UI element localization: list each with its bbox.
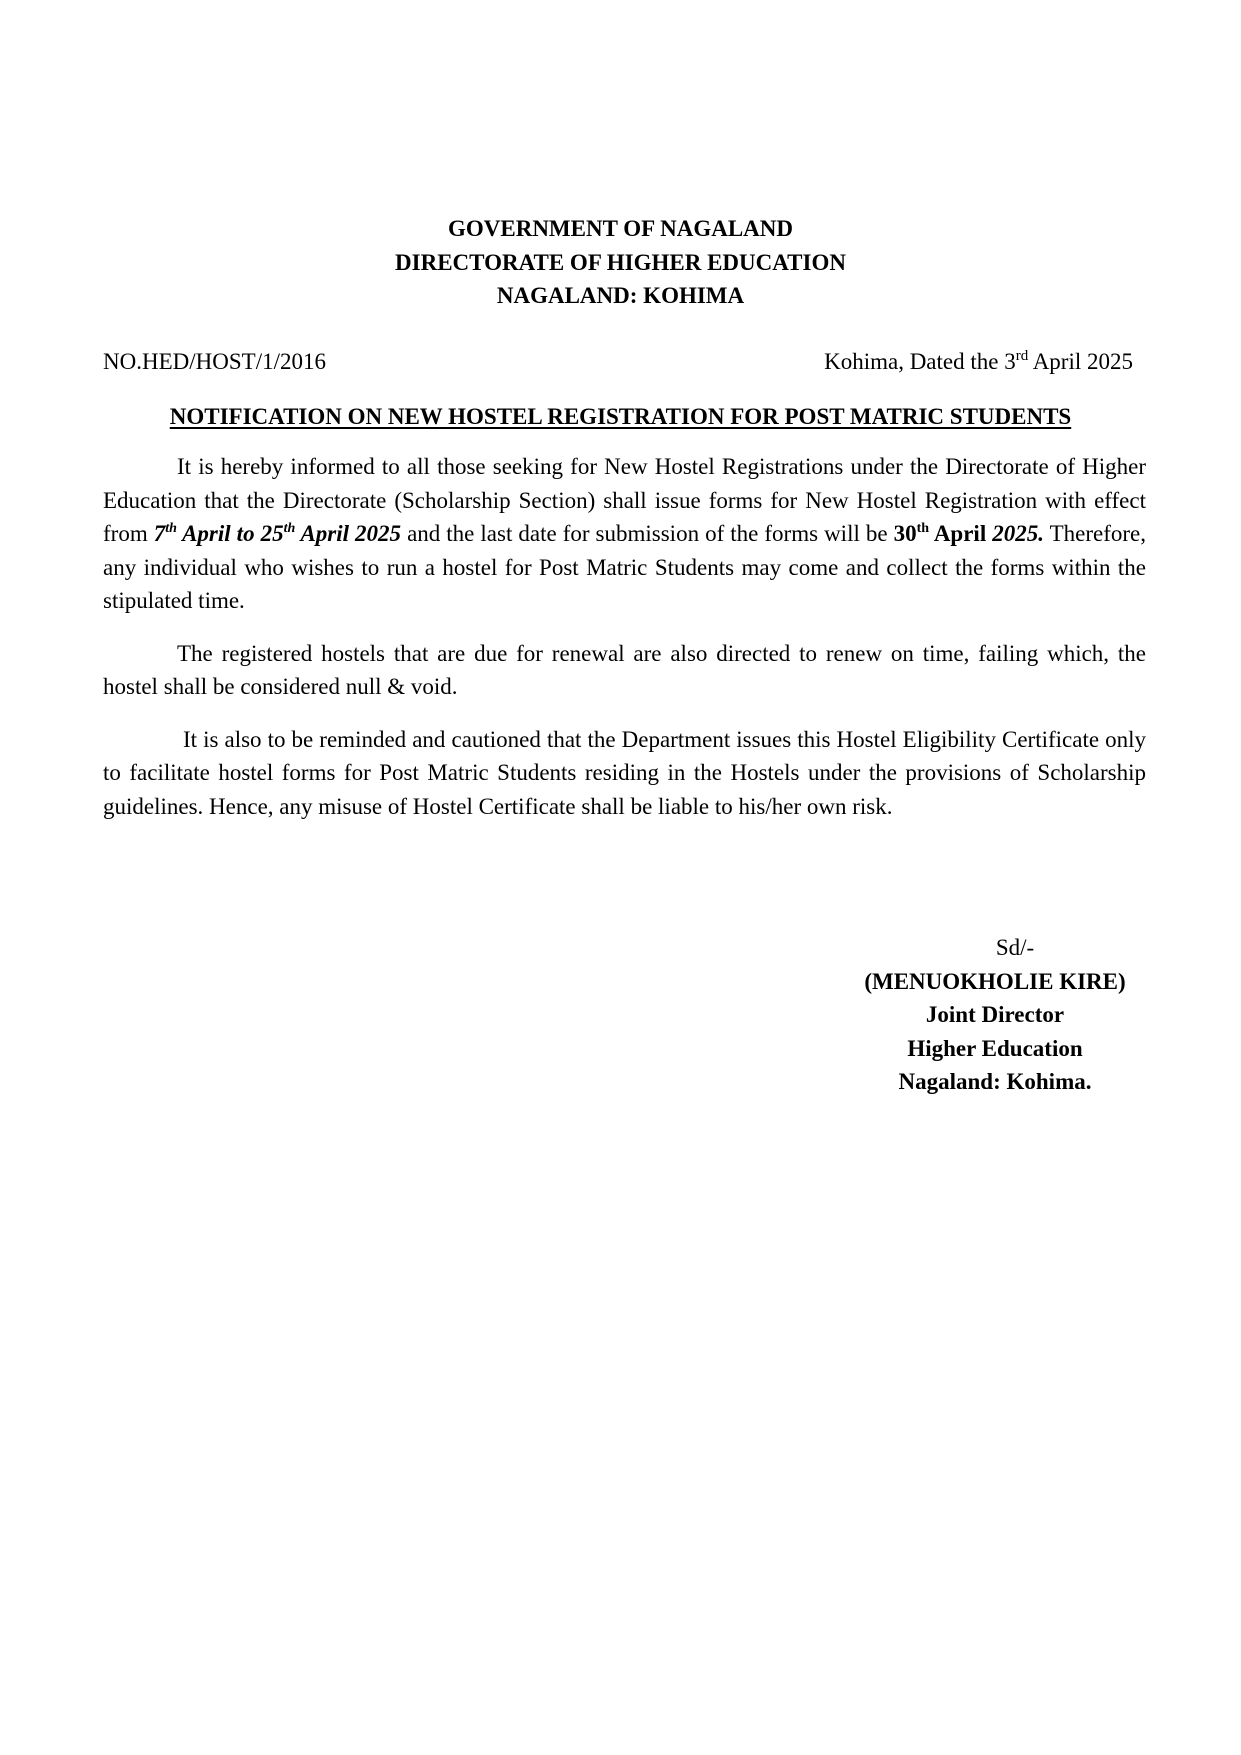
last-date-month: April xyxy=(929,521,993,546)
paragraph-registration xyxy=(103,450,1146,618)
letterhead-government: GOVERNMENT OF NAGALAND xyxy=(447,216,793,241)
date-from-rest: April to 25 xyxy=(176,521,284,546)
date-to-ordinal: th xyxy=(283,521,296,536)
signatory-name: (MENUOKHOLIE KIRE) xyxy=(864,968,1126,994)
letterhead xyxy=(0,212,1241,313)
last-date-year: 2025. xyxy=(992,521,1044,546)
last-date-ordinal: th xyxy=(916,521,930,536)
signature-sd: Sd/- xyxy=(995,935,1035,960)
issue-date-suffix: April 2025 xyxy=(1028,349,1133,374)
issue-date-ordinal: rd xyxy=(1015,348,1029,364)
signatory-designation: Joint Director xyxy=(925,1002,1065,1027)
paragraph-renewal: The registered hostels that are due for renewal are also directed to renew on time, failing which, the hostel shall be considered null & void. xyxy=(103,640,1146,699)
issue-date-prefix: Kohima, Dated the 3 xyxy=(824,349,1016,374)
paragraph-registration-text-a: It is hereby informed to all those seeking for New Hostel Registrations under the Directorate of Higher Education that the Directorate (Scholarship Section) shall issue forms for New Hostel Registration with effect from xyxy=(103,454,1146,546)
issue-date xyxy=(824,345,1133,378)
last-date-day: 30 xyxy=(893,521,917,546)
letterhead-location: NAGALAND: KOHIMA xyxy=(496,283,745,308)
paragraph-registration-text-b: and the last date for submission of the forms will be xyxy=(401,521,894,546)
registration-period xyxy=(154,521,401,546)
date-from-ordinal: th xyxy=(165,521,177,536)
signatory-department: Higher Education xyxy=(907,1035,1083,1061)
date-to-rest: April 2025 xyxy=(295,521,402,546)
last-date xyxy=(894,521,1044,546)
date-from-day: 7 xyxy=(153,521,166,546)
letterhead-directorate: DIRECTORATE OF HIGHER EDUCATION xyxy=(395,249,846,275)
notification-body xyxy=(103,450,1146,842)
paragraph-caution: It is also to be reminded and cautioned that the Department issues this Hostel Eligibility Certificate only to facilitate hostel forms for Post Matric Students residing in the Hostels under the provisions of Scholarship guidelines. Hence, any misuse of Hostel Certificate shall be liable to his/her own risk. xyxy=(103,726,1146,819)
paragraph-registration-text-c: Therefore, any individual who wishes to run a hostel for Post Matric Students may come and collect the forms within the stipulated time. xyxy=(103,521,1146,613)
reference-number: NO.HED/HOST/1/2016 xyxy=(103,349,326,374)
notification-subject: NOTIFICATION ON NEW HOSTEL REGISTRATION FOR POST MATRIC STUDENTS xyxy=(169,404,1072,429)
signatory-location: Nagaland: Kohima. xyxy=(898,1069,1092,1094)
signature-block xyxy=(830,931,1160,1099)
